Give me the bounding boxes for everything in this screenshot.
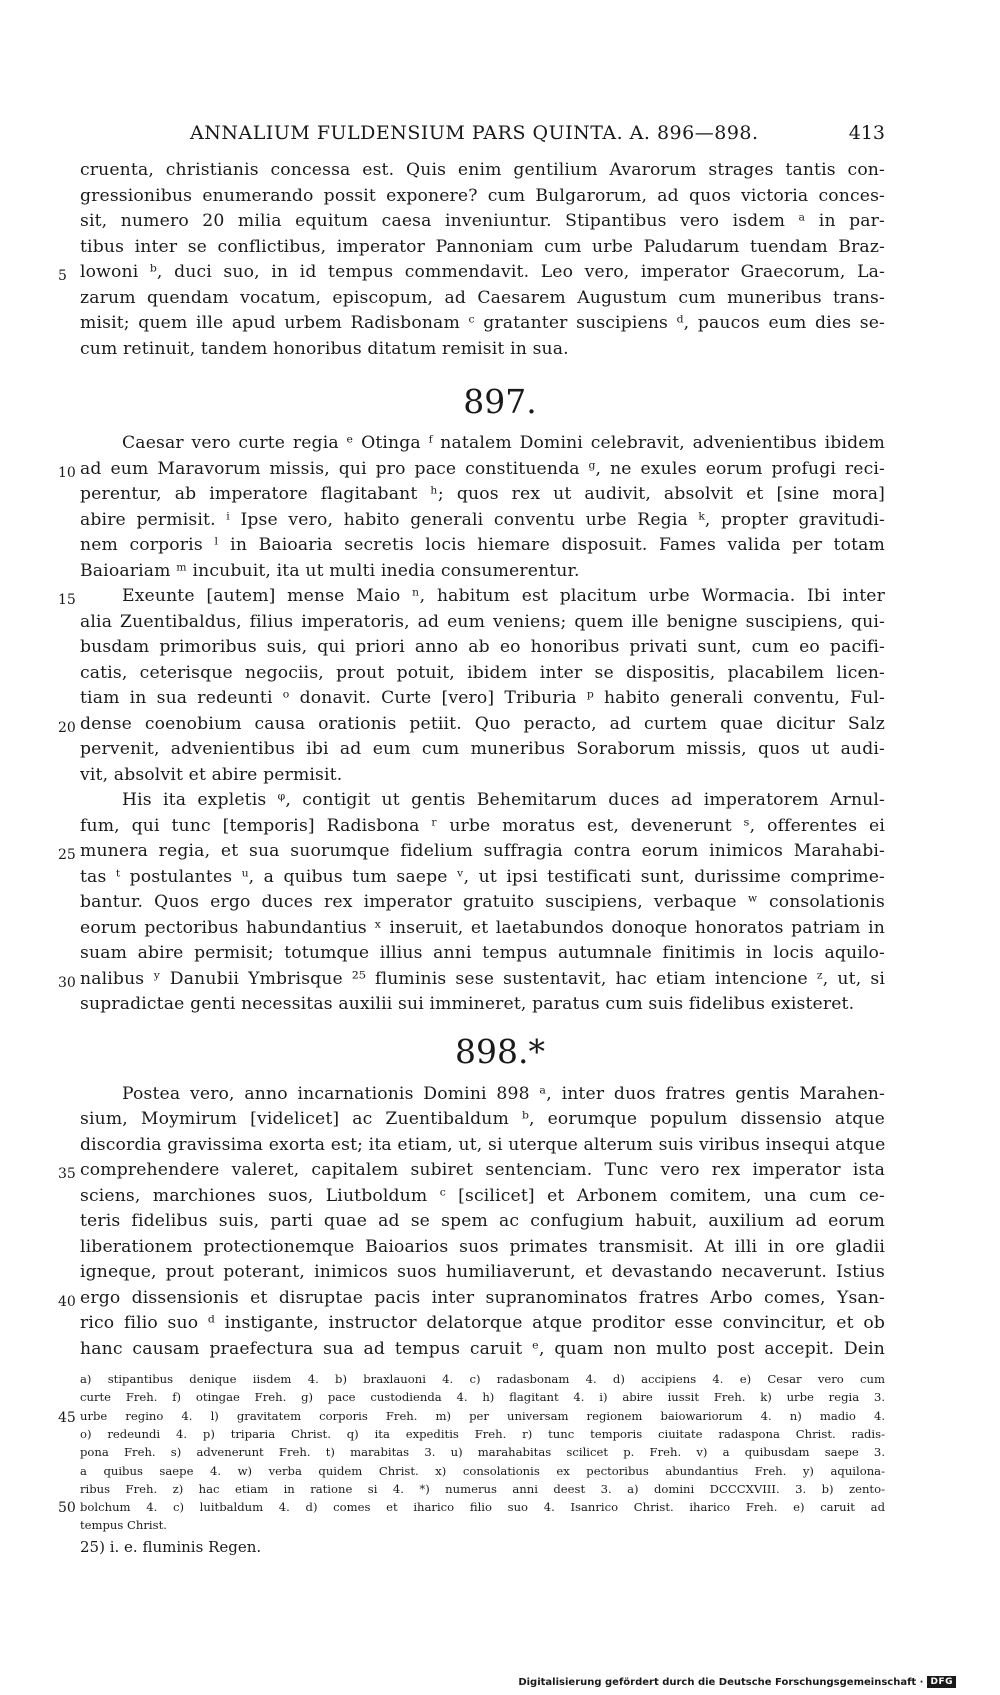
- footnote-line: a quibus saepe 4. w) verba quidem Christ. x) consolationis ex pectoribus abundantius Freh. y) aquilona-: [80, 1464, 885, 1478]
- text-line: alia Zuentibaldus, filius imperatoris, ad eum veniens; quem ille benigne suscipiens, qui-: [80, 612, 885, 632]
- text-line: Caesar vero curte regia ᵉ Otinga ᶠ natalem Domini celebravit, advenientibus ibidem: [122, 433, 885, 453]
- text-line: perentur, ab imperatore flagitabant ʰ; quos rex ut audivit, absolvit et [sine mora]: [80, 484, 885, 504]
- text-line: hanc causam praefectura sua ad tempus caruit ᵉ, quam non multo post accepit. Dein: [80, 1339, 885, 1359]
- margin-line-number: 25: [58, 847, 76, 863]
- footnote-line: ribus Freh. z) hac etiam in ratione si 4. *) numerus anni deest 3. a) domini DCCCXVIII. 3. b) zento-: [80, 1482, 885, 1496]
- text-line: igneque, prout poterant, inimicos suos humiliaverunt, et devastando necaverunt. Istius: [80, 1262, 885, 1282]
- text-line: pervenit, advenientibus ibi ad eum cum muneribus Soraborum missis, quos ut audi-: [80, 739, 885, 759]
- text-line: munera regia, et sua suorumque fidelium suffragia contra eorum inimicos Marahabi-: [80, 841, 885, 861]
- digitization-credit: [518, 1674, 956, 1690]
- footnote-line: curte Freh. f) otingae Freh. g) pace custodienda 4. h) flagitant 4. i) abire iussit Freh. k) urbe regia 3.: [80, 1390, 885, 1404]
- credit-text: Digitalisierung gefördert durch die Deutsche Forschungsgemeinschaft ·: [518, 1676, 924, 1688]
- footnote-line: o) redeundi 4. p) triparia Christ. q) ita expeditis Freh. r) tunc temporis ciuitate radaspona Christ. radis-: [80, 1427, 885, 1441]
- text-line: nalibus ʸ Danubii Ymbrisque ²⁵ fluminis sese sustentavit, hac etiam intencione ᶻ, ut, si: [80, 969, 885, 989]
- text-line: supradictae genti necessitas auxilii sui immineret, paratus cum suis fidelibus existeret.: [80, 994, 855, 1014]
- text-line: sit, numero 20 milia equitum caesa inveniuntur. Stipantibus vero isdem ᵃ in par-: [80, 211, 885, 231]
- margin-line-number: 50: [58, 1500, 76, 1516]
- text-line: sciens, marchiones suos, Liutboldum ᶜ [scilicet] et Arbonem comitem, una cum ce-: [80, 1186, 885, 1206]
- dfg-logo: DFG: [927, 1676, 956, 1688]
- text-line: rico filio suo ᵈ instigante, instructor delatorque atque proditor esse convincitur, et ob: [80, 1313, 885, 1333]
- text-line: tas ᵗ postulantes ᵘ, a quibus tum saepe ᵛ, ut ipsi testificati sunt, durissime comprime-: [80, 867, 885, 887]
- text-line: Exeunte [autem] mense Maio ⁿ, habitum est placitum urbe Wormacia. Ibi inter: [122, 586, 885, 606]
- text-line: busdam primoribus suis, qui priori anno ab eo honoribus privati sunt, cum eo pacifi-: [80, 637, 885, 657]
- year-heading-897: 897.: [463, 382, 537, 421]
- text-line: catis, ceterisque negociis, prout potuit, ibidem inter se dispositis, placabilem licen-: [80, 663, 885, 683]
- footnote-line: urbe regino 4. l) gravitatem corporis Freh. m) per universam regionem baiowariorum 4. n) madio 4.: [80, 1409, 885, 1423]
- text-line: cruenta, christianis concessa est. Quis enim gentilium Avarorum strages tantis con-: [80, 160, 885, 180]
- margin-line-number: 10: [58, 465, 76, 481]
- margin-line-number: 35: [58, 1166, 76, 1182]
- header-title: ANNALIUM FULDENSIUM PARS QUINTA. A. 896—898.: [190, 122, 759, 144]
- text-line: nem corporis ˡ in Baioaria secretis locis hiemare disposuit. Fames valida per totam: [80, 535, 885, 555]
- text-line: liberationem protectionemque Baioarios suos primates transmisit. At illi in ore gladii: [80, 1237, 885, 1257]
- text-line: vit, absolvit et abire permisit.: [80, 765, 343, 785]
- text-line: suam abire permisit; totumque illius anni tempus autumnale finitimis in locis aquilo-: [80, 943, 885, 963]
- margin-line-number: 5: [58, 268, 67, 284]
- margin-line-number: 20: [58, 720, 76, 736]
- margin-line-number: 40: [58, 1294, 76, 1310]
- text-line: Baioariam ᵐ incubuit, ita ut multi inedia consumerentur.: [80, 561, 580, 581]
- text-line: abire permisit. ⁱ Ipse vero, habito generali conventu urbe Regia ᵏ, propter gravitudi-: [80, 510, 885, 530]
- text-line: ad eum Maravorum missis, qui pro pace constituenda ᵍ, ne exules eorum profugi reci-: [80, 459, 885, 479]
- text-line: comprehendere valeret, capitalem subiret sentenciam. Tunc vero rex imperator ista: [80, 1160, 885, 1180]
- text-line: sium, Moymirum [videlicet] ac Zuentibaldum ᵇ, eorumque populum dissensio atque: [80, 1109, 885, 1129]
- text-line: His ita expletis ᵠ, contigit ut gentis Behemitarum duces ad imperatorem Arnul-: [122, 790, 885, 810]
- footnote-line: pona Freh. s) advenerunt Freh. t) marabitas 3. u) marahabitas scilicet p. Freh. v) a quibusdam saepe 3.: [80, 1445, 885, 1459]
- page-number: 413: [848, 122, 885, 144]
- text-line: zarum quendam vocatum, episcopum, ad Caesarem Augustum cum muneribus trans-: [80, 288, 885, 308]
- text-line: lowoni ᵇ, duci suo, in id tempus commendavit. Leo vero, imperator Graecorum, La-: [80, 262, 885, 282]
- editorial-note: 25) i. e. fluminis Regen.: [80, 1538, 262, 1556]
- text-line: dense coenobium causa orationis petiit. Quo peracto, ad curtem quae dicitur Salz: [80, 714, 885, 734]
- text-line: cum retinuit, tandem honoribus ditatum remisit in sua.: [80, 339, 569, 359]
- text-line: eorum pectoribus habundantius ˣ inseruit, et laetabundos donoque honoratos patriam in: [80, 918, 885, 938]
- margin-line-number: 45: [58, 1410, 76, 1426]
- year-heading-898: 898.*: [455, 1032, 545, 1071]
- text-line: discordia gravissima exorta est; ita etiam, ut, si uterque alterum suis viribus insequi atque: [80, 1135, 886, 1155]
- footnote-line: tempus Christ.: [80, 1518, 167, 1532]
- running-header: [80, 122, 885, 152]
- text-line: Postea vero, anno incarnationis Domini 898 ᵃ, inter duos fratres gentis Marahen-: [122, 1084, 885, 1104]
- text-line: gressionibus enumerando possit exponere? cum Bulgarorum, ad quos victoria conces-: [80, 186, 885, 206]
- text-line: ergo dissensionis et disruptae pacis inter supranominatos fratres Arbo comes, Ysan-: [80, 1288, 885, 1308]
- margin-line-number: 15: [58, 592, 76, 608]
- text-line: fum, qui tunc [temporis] Radisbona ʳ urbe moratus est, devenerunt ˢ, offerentes ei: [80, 816, 885, 836]
- text-line: tiam in sua redeunti ᵒ donavit. Curte [vero] Triburia ᵖ habito generali conventu, Ful-: [80, 688, 885, 708]
- margin-line-number: 30: [58, 975, 76, 991]
- text-line: tibus inter se conflictibus, imperator Pannoniam cum urbe Paludarum tuendam Braz-: [80, 237, 885, 257]
- footnote-line: a) stipantibus denique iisdem 4. b) braxlauoni 4. c) radasbonam 4. d) accipiens 4. e) Cesar vero cum: [80, 1372, 885, 1386]
- text-line: bantur. Quos ergo duces rex imperator gratuito suscipiens, verbaque ʷ consolationis: [80, 892, 885, 912]
- footnote-line: bolchum 4. c) luitbaldum 4. d) comes et iharico filio suo 4. Isanrico Christ. iharico Freh. e) caruit ad: [80, 1500, 885, 1514]
- text-line: misit; quem ille apud urbem Radisbonam ᶜ gratanter suscipiens ᵈ, paucos eum dies se-: [80, 313, 885, 333]
- text-line: teris fidelibus suis, parti quae ad se spem ac confugium habuit, auxilium ad eorum: [80, 1211, 885, 1231]
